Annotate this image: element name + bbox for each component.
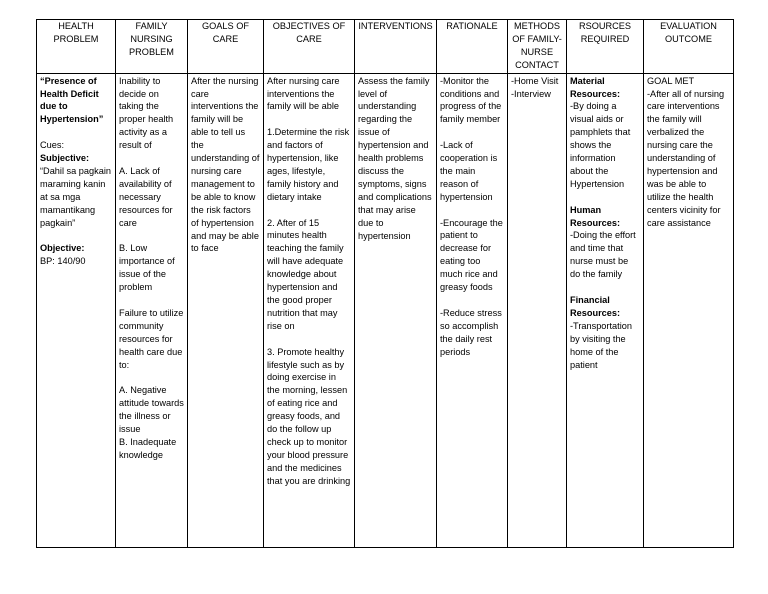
resources-cell <box>567 73 644 547</box>
fnp-failure-b: B. Inadequate knowledge <box>119 436 177 460</box>
interventions-cell <box>355 73 437 547</box>
rationale-4: -Reduce stress so accomplish the daily rest periods <box>440 307 502 357</box>
care-plan-row <box>37 73 734 547</box>
interventions-text: Assess the family level of understanding regarding the issue of hypertension and health problems discuss the symptoms, signs and complications that may arise due to hypertension <box>358 75 432 241</box>
header-row <box>37 20 734 74</box>
subjective-text: “Dahil sa pagkain maraming kanin at sa mga mamantikang pagkain” <box>40 165 111 228</box>
health-problem-cell <box>37 73 116 547</box>
header-family-nursing-problem: FAMILY NURSING PROBLEM <box>116 20 188 74</box>
fnp-intro: Inability to decide on taking the proper health activity as a result of <box>119 75 174 151</box>
header-goals-of-care: GOALS OF CARE <box>188 20 264 74</box>
family-nursing-problem-cell <box>116 73 188 547</box>
rationale-2: -Lack of cooperation is the main reason of hypertension <box>440 140 498 202</box>
human-resources-text: -Doing the effort and time that nurse must be do the family <box>570 230 636 280</box>
evaluation-status: GOAL MET <box>647 75 695 86</box>
evaluation-cell <box>644 73 734 547</box>
material-resources-text: -By doing a visual aids or pamphlets that shows the information about the Hypertension <box>570 101 631 189</box>
objectives-intro: After nursing care interventions the family will be able <box>267 75 340 112</box>
subjective-label: Subjective: <box>40 153 90 164</box>
objective-text: BP: 140/90 <box>40 256 86 267</box>
material-resources-label: Material Resources: <box>570 75 621 99</box>
financial-resources-label: Financial Resources: <box>570 295 621 318</box>
fnp-item-a: A. Lack of availability of necessary resources for care <box>119 165 173 228</box>
fnp-failure-a: A. Negative attitude towards the illness or issue <box>119 385 184 435</box>
method-home-visit: -Home Visit <box>511 75 559 86</box>
header-interventions: INTERVENTIONS <box>355 20 437 74</box>
header-objectives-of-care: OBJECTIVES OF CARE <box>264 20 355 74</box>
goals-of-care-cell <box>188 73 264 547</box>
objective-label: Objective: <box>40 243 85 254</box>
rationale-3: -Encourage the patient to decrease for eating too much rice and greasy foods <box>440 217 503 293</box>
methods-cell <box>508 73 567 547</box>
header-evaluation: EVALUATION OUTCOME <box>644 20 734 74</box>
nursing-care-plan-table <box>36 19 734 548</box>
fnp-failure: Failure to utilize community resources for health care due to: <box>119 307 184 370</box>
health-problem-title: “Presence of Health Deficit due to Hypertension” <box>40 75 104 125</box>
cues-label: Cues: <box>40 140 65 151</box>
header-rationale: RATIONALE <box>437 20 508 74</box>
fnp-item-b: B. Low importance of issue of the problem <box>119 243 175 293</box>
objective-3: 3. Promote healthy lifestyle such as by doing exercise in the morning, lessen of eating rice and greasy foods, and do the follow up check up to monitor your blood pressure and the medicines that you are drinking <box>267 346 351 486</box>
method-interview: -Interview <box>511 88 551 99</box>
goals-text: After the nursing care interventions the family will be able to tell us the understanding of nursing care management to be able to know the risk factors of hypertension and may be able to face <box>191 75 260 254</box>
evaluation-text: -After all of nursing care interventions the family will verbalized the nursing care the understanding of hypertension and was be able to utilize the health centers vicinity for care assistance <box>647 88 725 228</box>
header-resources: RSOURCES REQUIRED <box>567 20 644 74</box>
rationale-1: -Monitor the conditions and progress of the family member <box>440 75 502 125</box>
objectives-of-care-cell <box>264 73 355 547</box>
human-resources-label: Human Resources: <box>570 204 621 228</box>
header-methods: METHODS OF FAMILY-NURSE CONTACT <box>508 20 567 74</box>
rationale-cell <box>437 73 508 547</box>
financial-resources-text: -Transportation by visiting the home of the patient <box>570 320 632 370</box>
objective-1: 1.Determine the risk and factors of hypertension, like ages, lifestyle, family history and dietary intake <box>267 127 350 202</box>
objective-2: 2. After of 15 minutes health teaching the family will have adequate knowledge about hypertension and the good proper nutrition that may rise on <box>267 217 344 331</box>
header-health-problem: HEALTH PROBLEM <box>37 20 116 74</box>
